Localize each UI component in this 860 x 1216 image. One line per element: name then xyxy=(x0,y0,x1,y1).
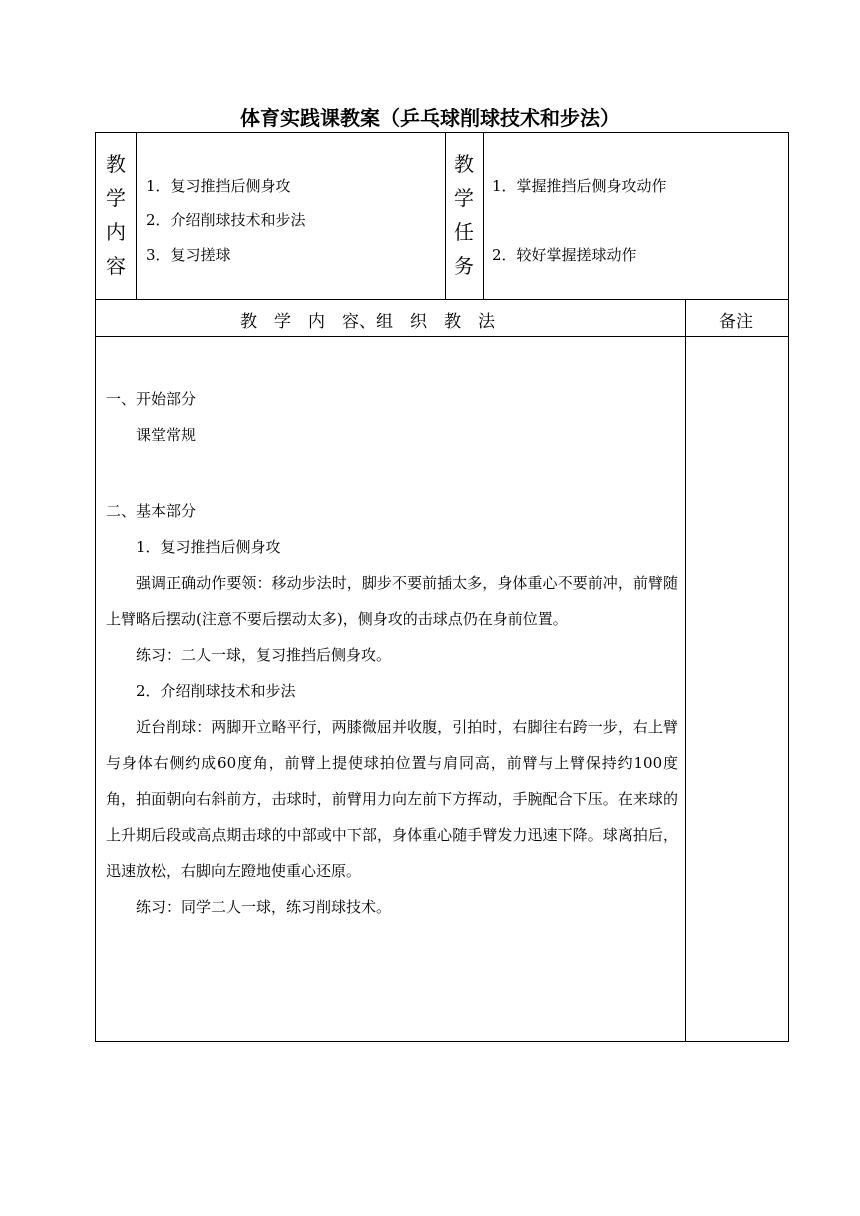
teaching-task-label xyxy=(445,147,483,283)
teaching-content-label xyxy=(96,147,136,283)
sub1-practice: 练习：二人一球，复习推挡后侧身攻。 xyxy=(136,646,392,664)
content-item: 3．复习搓球 xyxy=(146,246,231,264)
section-header-main: 教 学 内 容、组 织 教 法 xyxy=(240,312,495,332)
sub2-paragraph: 近台削球：两脚开立略平行，两膝微屈并收腹，引拍时，右脚往右跨一步，右上臂与身体右侧约成60度角，前臂上提使球拍位置与肩同高，前臂与上臂保持约100度角，拍面朝向右斜前方，击球时，前臂用力向左前下方挥动，手腕配合下压。在来球的上升期后段或高点期击球的中部或中下部，身体重心随手臂发力迅速下降。球离拍后，迅速放松，右脚向左蹬地使重心还原。 xyxy=(106,718,678,880)
label-char: 教 xyxy=(106,152,126,176)
label-char: 学 xyxy=(454,186,474,210)
part1-item: 课堂常规 xyxy=(136,426,197,444)
sub2-practice: 练习：同学二人一球，练习削球技术。 xyxy=(136,898,392,916)
task-item: 1．掌握推挡后侧身攻动作 xyxy=(492,177,667,195)
label-char: 教 xyxy=(454,152,474,176)
part2-heading: 二、基本部分 xyxy=(106,502,197,520)
section-header-notes: 备注 xyxy=(719,312,753,332)
divider xyxy=(483,133,484,300)
label-char: 学 xyxy=(106,186,126,210)
divider xyxy=(136,133,137,300)
sub2-heading: 2．介绍削球技术和步法 xyxy=(136,682,296,700)
page-title: 体育实践课教案（乒乓球削球技术和步法） xyxy=(240,106,620,130)
spacer xyxy=(106,453,678,493)
label-char: 务 xyxy=(454,254,474,278)
lesson-body xyxy=(106,381,678,925)
label-char: 任 xyxy=(454,220,474,244)
content-item: 1．复习推挡后侧身攻 xyxy=(146,177,291,195)
task-item: 2．较好掌握搓球动作 xyxy=(492,246,637,264)
sub1-heading: 1．复习推挡后侧身攻 xyxy=(136,538,281,556)
divider xyxy=(685,299,686,1041)
content-item: 2．介绍削球技术和步法 xyxy=(146,211,306,229)
part1-heading: 一、开始部分 xyxy=(106,390,197,408)
label-char: 容 xyxy=(106,254,126,278)
label-char: 内 xyxy=(106,220,126,244)
sub1-paragraph: 强调正确动作要领：移动步法时，脚步不要前插太多，身体重心不要前冲，前臂随上臂略后摆动(注意不要后摆动太多)，侧身攻的击球点仍在身前位置。 xyxy=(106,574,678,628)
